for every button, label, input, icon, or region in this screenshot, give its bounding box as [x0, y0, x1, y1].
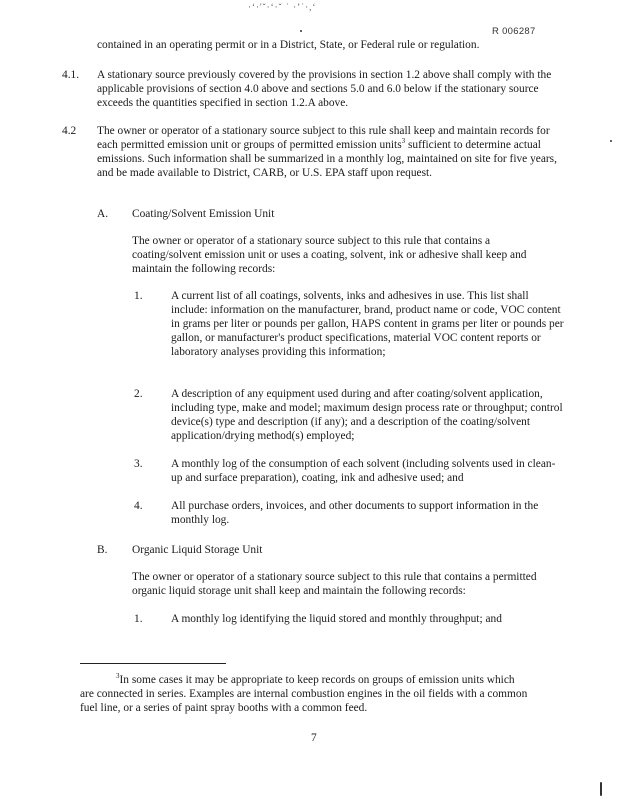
subsection-heading: Organic Liquid Storage Unit — [132, 544, 263, 556]
subsection-letter: A. — [97, 208, 109, 220]
list-item-number: 3. — [134, 458, 143, 470]
section-4-1-text: A stationary source previously covered by the provisions in section 1.2 above shall comply with the applicable provisions of section 4.0 above and sections 5.0 and 6.0 below if the stationary source exceeds the quantities specified in section 1.2.A above. — [97, 69, 552, 109]
list-item-number: 2. — [134, 388, 143, 400]
footnote-marker: 3 — [116, 672, 120, 681]
continuation-text: contained in an operating permit or in a District, State, or Federal rule or regulation. — [97, 39, 480, 51]
scan-speck — [610, 140, 612, 142]
scan-mark: ·ʻ·'ˇ·ʻ·ˇ ˙ ·ʼ˙·,ʻ — [248, 2, 317, 12]
subsection-intro: The owner or operator of a stationary source subject to this rule that contains a coating/solvent emission unit or uses a coating, solvent, ink or adhesive shall keep and maintain the following records: — [132, 235, 527, 275]
subsection-intro: The owner or operator of a stationary source subject to this rule that contains a permitted organic liquid storage unit shall keep and maintain the following records: — [132, 571, 537, 597]
page-number: 7 — [311, 732, 317, 744]
list-item-number: 1. — [134, 613, 143, 625]
list-item-text: A monthly log of the consumption of each solvent (including solvents used in clean-up and surface preparation), coating, ink and adhesive used; and — [171, 458, 556, 484]
list-item-text: A description of any equipment used during and after coating/solvent application, including type, make and model; maximum design process rate or throughput; control device(s) type and description (if any); and a description of the coating/solvent application/drying method(s) employed; — [171, 388, 563, 442]
footnote-divider — [80, 663, 226, 664]
section-number: 4.2 — [62, 125, 77, 137]
section-4-2-text-a: The owner or operator of a stationary source subject to this rule shall keep and maintain records for each permitted emission unit or groups of permitted emission units — [97, 125, 550, 151]
footnote-reference: 3 — [401, 137, 406, 146]
section-4-2-text-b: sufficient to determine actual emissions. Such information shall be summarized in a monthly log, maintained on site for five years, and be made available to District, CARB, or U.S. EPA staff upon request. — [97, 139, 557, 179]
list-item-number: 4. — [134, 500, 143, 512]
section-4-2-text — [97, 124, 562, 180]
section-number: 4.1. — [62, 69, 80, 81]
scan-speck — [600, 782, 602, 796]
list-item-text: A current list of all coatings, solvents, inks and adhesives in use. This list shall include: information on the manufacturer, brand, product name or code, VOC content in grams per liter or pounds per gallon, HAPS content in grams per liter or pounds per gallon, or manufacturer's product specifications, material VOC content reports or laboratory analyses providing this information; — [171, 290, 564, 358]
list-item-number: 1. — [134, 290, 143, 302]
scan-speck — [300, 30, 302, 32]
subsection-heading: Coating/Solvent Emission Unit — [132, 208, 275, 220]
bates-number: R 006287 — [492, 26, 536, 37]
footnote-text — [80, 673, 530, 715]
list-item-text: A monthly log identifying the liquid stored and monthly throughput; and — [171, 613, 502, 625]
list-item-text: All purchase orders, invoices, and other documents to support information in the monthly log. — [171, 500, 539, 526]
subsection-letter: B. — [97, 544, 108, 556]
footnote-body: In some cases it may be appropriate to keep records on groups of emission units which are connected in series. Examples are internal combustion engines in the oil fields with a common fuel line, or a series of paint spray booths with a common feed. — [80, 674, 528, 714]
